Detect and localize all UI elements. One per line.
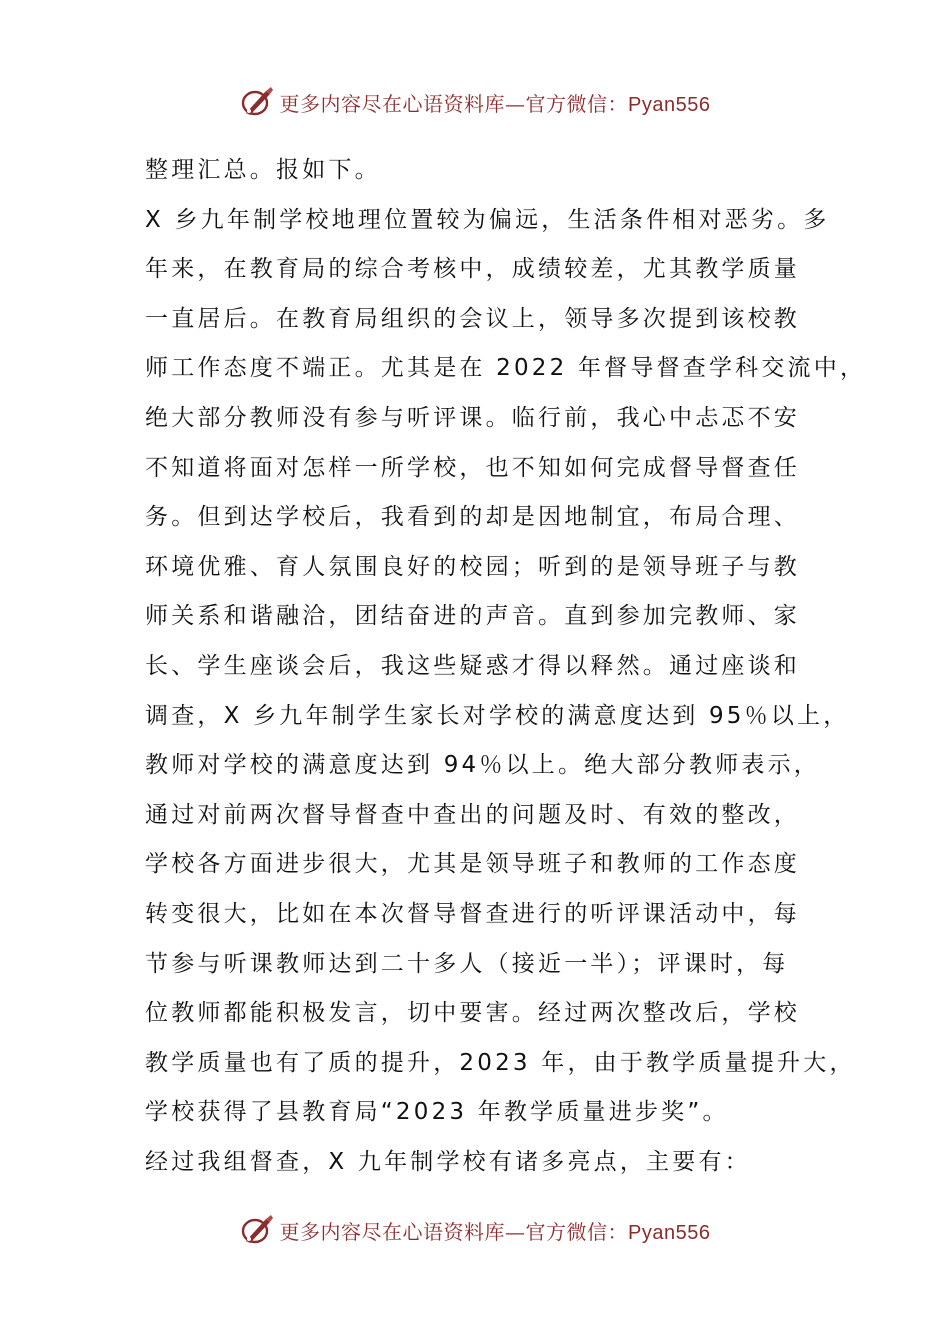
text-line: 位教师都能积极发言，切中要害。经过两次整改后，学校 xyxy=(145,1000,800,1027)
footer-banner xyxy=(0,1210,950,1250)
text-line: 环境优雅、育人氛围良好的校园；听到的是领导班子与教 xyxy=(145,553,800,580)
text-line: 经过我组督查，X 九年制学校有诸多亮点，主要有： xyxy=(145,1148,751,1175)
text-line: 通过对前两次督导督查中查出的问题及时、有效的整改， xyxy=(145,801,800,828)
banner-text: 更多内容尽在心语资料库—官方微信：Pyan556 xyxy=(279,1219,711,1244)
wechat-id: Pyan556 xyxy=(628,93,711,116)
text-line: 年来，在教育局的综合考核中，成绩较差，尤其教学质量 xyxy=(145,256,800,283)
text-line: 绝大部分教师没有参与听评课。临行前，我心中忐忑不安 xyxy=(145,404,800,431)
text-line: 节参与听课教师达到二十多人（接近一半）；评课时，每 xyxy=(145,950,789,977)
text-line: 一直居后。在教育局组织的会议上，领导多次提到该校教 xyxy=(145,305,800,332)
header-banner xyxy=(0,82,950,122)
pen-logo-icon xyxy=(240,85,274,119)
text-line: 调查，X 乡九年制学生家长对学校的满意度达到 95％以上， xyxy=(145,702,850,729)
text-line: 转变很大，比如在本次督导督查进行的听评课活动中，每 xyxy=(145,900,800,927)
text-line: 师关系和谐融洽，团结奋进的声音。直到参加完教师、家 xyxy=(145,603,800,630)
text-line: 长、学生座谈会后，我这些疑惑才得以释然。通过座谈和 xyxy=(145,652,800,679)
wechat-id: Pyan556 xyxy=(628,1221,711,1244)
text-line: 不知道将面对怎样一所学校，也不知如何完成督导督查任 xyxy=(145,454,800,481)
text-line: 师工作态度不端正。尤其是在 2022 年督导督查学科交流中， xyxy=(145,355,867,382)
text-line: X 乡九年制学校地理位置较为偏远，生活条件相对恶劣。多 xyxy=(145,206,830,233)
text-line: 学校各方面进步很大，尤其是领导班子和教师的工作态度 xyxy=(145,851,800,878)
pen-logo-icon xyxy=(240,1213,274,1247)
text-line: 教学质量也有了质的提升，2023 年，由于教学质量提升大， xyxy=(145,1049,856,1076)
text-line: 教师对学校的满意度达到 94％以上。绝大部分教师表示， xyxy=(145,752,820,779)
text-line: 务。但到达学校后，我看到的却是因地制宜，布局合理、 xyxy=(145,504,800,531)
text-line: 学校获得了县教育局“2023 年教学质量进步奖”。 xyxy=(145,1099,729,1126)
text-line: 整理汇总。报如下。 xyxy=(145,157,381,183)
banner-text: 更多内容尽在心语资料库—官方微信：Pyan556 xyxy=(279,91,711,116)
document-body xyxy=(145,146,867,1187)
